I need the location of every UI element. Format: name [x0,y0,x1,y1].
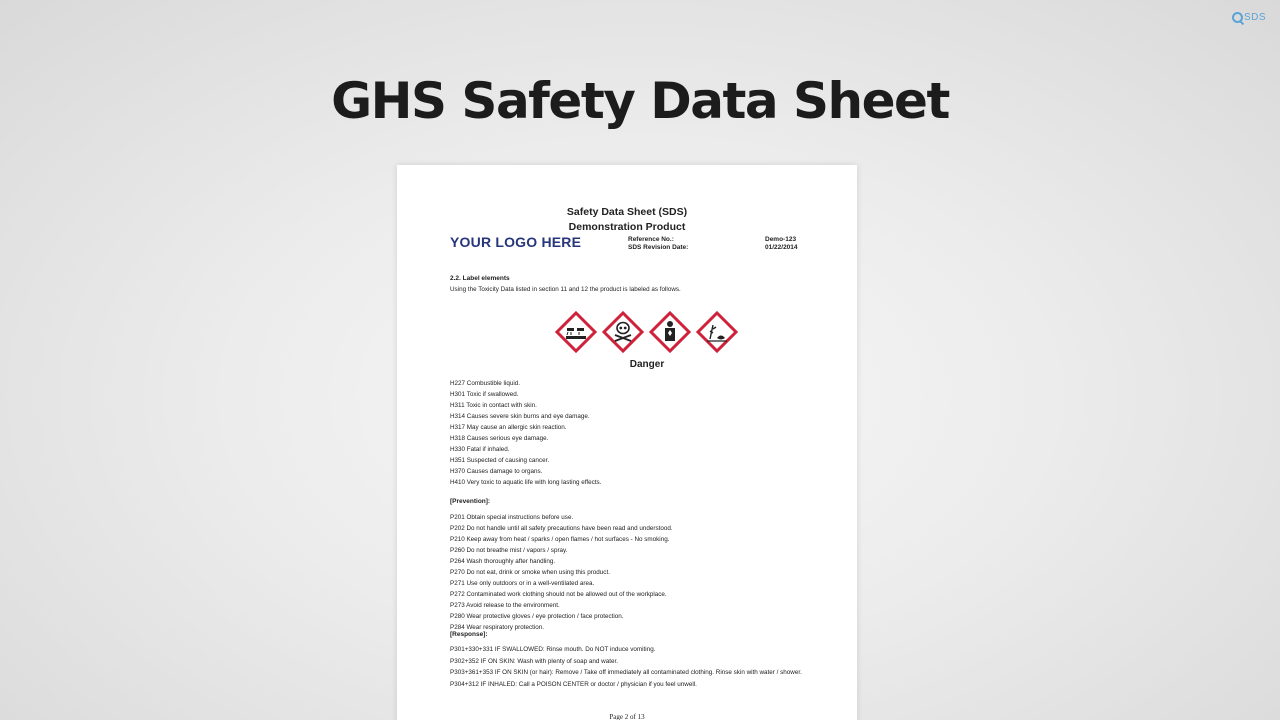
list-item: H311 Toxic in contact with skin. [450,402,537,409]
list-item: P302+352 IF ON SKIN: Wash with plenty of soap and water. [450,657,618,665]
list-item: P303+361+353 IF ON SKIN (or hair): Remove / Take off immediately all contaminated clothing. Rinse skin with water / shower. [450,669,802,676]
brand-logo [1232,12,1266,23]
hazard-statements-list [450,378,601,488]
skull-crossbones-pictogram-icon [602,311,644,353]
section-description: Using the Toxicity Data listed in section 11 and 12 the product is labeled as follows. [450,286,681,293]
list-item: H370 Causes damage to organs. [450,468,543,475]
list-item: P210 Keep away from heat / sparks / open flames / hot surfaces - No smoking. [450,536,670,543]
list-item: H318 Causes serious eye damage. [450,435,549,442]
logo-placeholder: YOUR LOGO HERE [450,234,582,250]
list-item: P284 Wear respiratory protection. [450,624,545,631]
response-heading: [Response]: [450,631,488,638]
list-item: H330 Fatal if inhaled. [450,446,510,453]
list-item: P280 Wear protective gloves / eye protection / face protection. [450,613,624,620]
list-item: H410 Very toxic to aquatic life with long lasting effects. [450,479,602,486]
list-item: P301+330+331 IF SWALLOWED: Rinse mouth. Do NOT induce vomiting. [450,646,656,653]
page-number-footer: Page 2 of 13 [609,713,645,720]
reference-labels [628,236,688,252]
revision-date-value: 01/22/2014 [765,244,798,251]
response-statements-list [450,645,842,691]
list-item: P201 Obtain special instructions before use. [450,514,574,521]
health-hazard-pictogram-icon [649,311,691,353]
list-item: P264 Wash thoroughly after handling. [450,558,556,565]
list-item: H351 Suspected of causing cancer. [450,457,550,464]
revision-date-label: SDS Revision Date: [628,244,689,251]
list-item: P273 Avoid release to the environment. [450,602,560,609]
list-item: H314 Causes severe skin burns and eye damage. [450,413,590,420]
list-item: P270 Do not eat, drink or smoke when using this product. [450,569,610,576]
signal-word: Danger [629,359,665,370]
reference-number-value: Demo-123 [765,236,797,243]
list-item: P260 Do not breathe mist / vapors / spray. [450,547,568,554]
page-headline: GHS Safety Data Sheet [331,72,949,130]
list-item: P272 Contaminated work clothing should not be allowed out of the workplace. [450,591,667,598]
list-item: H227 Combustible liquid. [450,380,521,387]
prevention-heading: [Prevention]: [450,498,491,505]
list-item: H317 May cause an allergic skin reaction. [450,424,567,431]
list-item: P202 Do not handle until all safety precautions have been read and understood. [450,525,673,532]
document-title [397,205,857,235]
document-title-line2: Demonstration Product [568,221,686,233]
prevention-statements-list [450,512,673,633]
search-ring-icon [1232,12,1243,23]
list-item: H301 Toxic if swallowed. [450,391,519,398]
reference-number-label: Reference No.: [628,236,674,243]
environment-pictogram-icon [696,311,738,353]
list-item: P271 Use only outdoors or in a well-ventilated area. [450,580,595,587]
sds-document-page [397,165,857,720]
list-item: P304+312 IF INHALED: Call a POISON CENTER or doctor / physician if you feel unwell. [450,680,697,688]
reference-values [765,236,798,252]
brand-logo-text: SDS [1243,12,1266,23]
section-heading: 2.2. Label elements [450,275,510,282]
document-title-line1: Safety Data Sheet (SDS) [566,206,688,218]
ghs-pictograms [555,311,738,353]
corrosion-pictogram-icon [555,311,597,353]
